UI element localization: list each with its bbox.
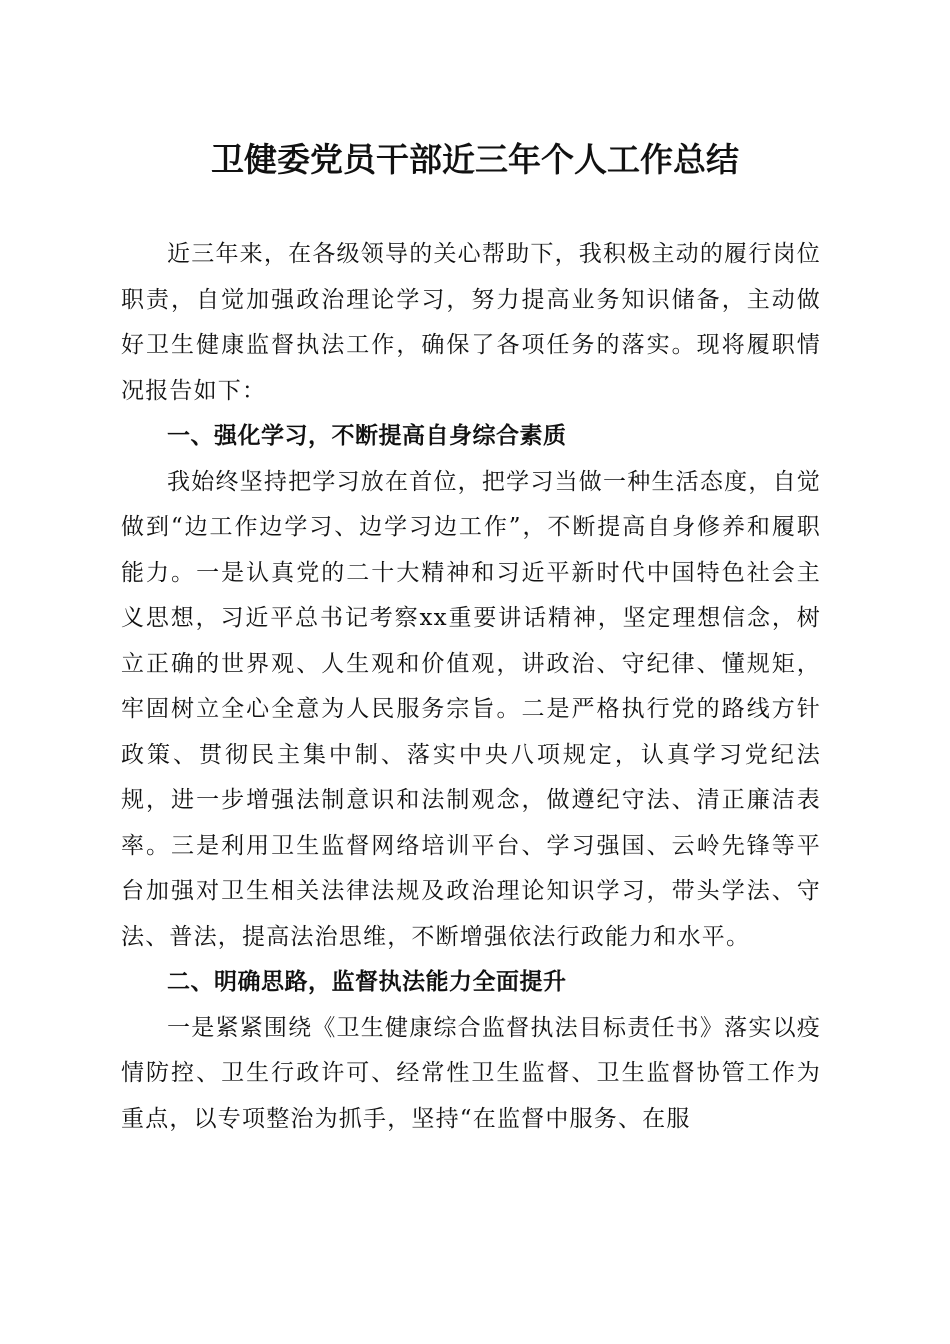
document-title: 卫健委党员干部近三年个人工作总结 [211, 140, 739, 179]
document-body [121, 232, 821, 1142]
section-1-paragraph: 我始终坚持把学习放在首位，把学习当做一种生活态度，自觉做到“边工作边学习、边学习边工作”，不断提高自身修养和履职能力。一是认真党的二十大精神和习近平新时代中国特色社会主义思想，习近平总书记考察xx重要讲话精神，坚定理想信念，树立正确的世界观、人生观和价值观，讲政治、守纪律、懂规矩，牢固树立全心全意为人民服务宗旨。二是严格执行党的路线方针政策、贯彻民主集中制、落实中央八项规定，认真学习党纪法规，进一步增强法制意识和法制观念，做遵纪守法、清正廉洁表率。三是利用卫生监督网络培训平台、学习强国、云岭先锋等平台加强对卫生相关法律法规及政治理论知识学习，带头学法、守法、普法，提高法治思维，不断增强依法行政能力和水平。 [121, 468, 821, 950]
intro-paragraph: 近三年来，在各级领导的关心帮助下，我积极主动的履行岗位职责，自觉加强政治理论学习，努力提高业务知识储备，主动做好卫生健康监督执法工作，确保了各项任务的落实。现将履职情况报告如下： [121, 241, 821, 404]
section-2-paragraph: 一是紧紧围绕《卫生健康综合监督执法目标责任书》落实以疫情防控、卫生行政许可、经常性卫生监督、卫生监督协管工作为重点，以专项整治为抓手，坚持“在监督中服务、在服 [121, 1014, 821, 1132]
section-2-heading: 二、明确思路，监督执法能力全面提升 [167, 969, 567, 995]
section-1-heading: 一、强化学习，不断提高自身综合素质 [167, 423, 567, 449]
